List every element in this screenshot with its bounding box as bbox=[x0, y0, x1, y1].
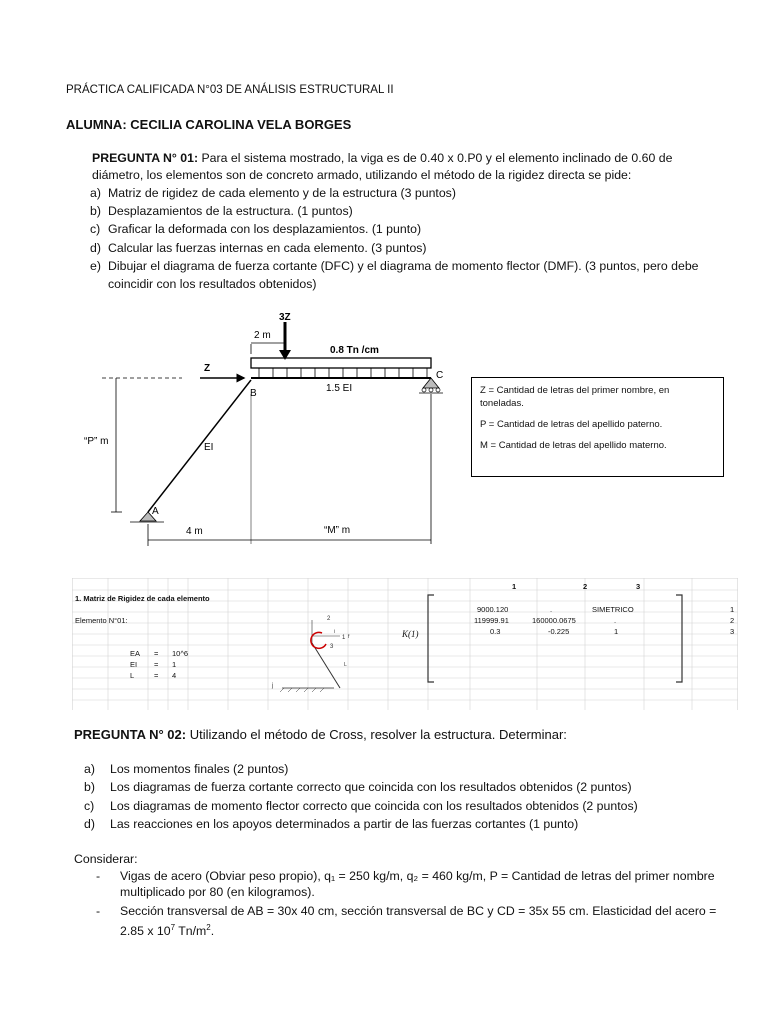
matrix-right-bracket bbox=[676, 595, 682, 682]
prop-name: L bbox=[130, 671, 135, 680]
list-text: Los momentos finales (2 puntos) bbox=[110, 762, 289, 776]
spreadsheet-excerpt bbox=[72, 578, 738, 710]
z-load-label: Z bbox=[204, 363, 211, 374]
list-letter: e) bbox=[90, 258, 101, 273]
matrix-cell: 1 bbox=[614, 627, 619, 636]
list-item bbox=[90, 184, 710, 202]
sheet-element: Elemento N°01: bbox=[75, 616, 128, 625]
prop-eq: = bbox=[154, 660, 159, 669]
legend-box bbox=[471, 377, 724, 477]
list-letter: c) bbox=[90, 222, 101, 237]
bullet: - bbox=[96, 904, 101, 919]
row-header: 3 bbox=[730, 627, 735, 636]
matrix-left-bracket bbox=[428, 595, 434, 682]
row-header: 1 bbox=[730, 605, 735, 614]
matrix-cell: 160000.0675 bbox=[532, 616, 576, 625]
sketch-node-j: j bbox=[272, 683, 274, 689]
sketch-node-i: i bbox=[334, 629, 336, 635]
sketch-node-3: 3 bbox=[330, 644, 334, 650]
list-letter: a) bbox=[90, 186, 101, 200]
list-item bbox=[76, 778, 736, 796]
dimension-2m: 2 m bbox=[254, 330, 271, 341]
node-a-label: A bbox=[152, 506, 159, 517]
matrix-cell: -0.225 bbox=[548, 627, 570, 636]
list-item bbox=[90, 257, 710, 293]
unit-exponent: 2 bbox=[206, 922, 211, 932]
question-1-intro-line2: diámetro, los elementos son de concreto armado, utilizando el método de la rigidez directa se pide: bbox=[92, 168, 632, 182]
element-sketch bbox=[271, 616, 350, 692]
question-1-intro-line1: Para el sistema mostrado, la viga es de 0.40 x 0.P0 y el elemento inclinado de 0.60 de bbox=[201, 151, 673, 165]
prop-eq: = bbox=[154, 649, 159, 658]
question-2-intro bbox=[74, 727, 567, 742]
consider-list bbox=[74, 868, 726, 939]
node-c-label: C bbox=[436, 370, 444, 381]
question-2-list bbox=[76, 760, 736, 833]
period: . bbox=[210, 923, 215, 938]
question-1-list bbox=[90, 184, 710, 293]
list-item bbox=[90, 202, 710, 220]
list-text: Matriz de rigidez de cada elemento y de la estructura (3 puntos) bbox=[108, 186, 456, 200]
list-item bbox=[90, 239, 710, 257]
sketch-length: L bbox=[344, 662, 347, 668]
question-1 bbox=[92, 150, 732, 184]
support-a-pin bbox=[130, 512, 164, 522]
consider-title: Considerar: bbox=[74, 852, 138, 866]
list-text: Desplazamientos de la estructura. (1 puntos) bbox=[108, 204, 353, 219]
legend-p: P = Cantidad de letras del apellido paterno. bbox=[480, 419, 663, 430]
list-letter: c) bbox=[84, 798, 95, 813]
question-1-intro bbox=[92, 150, 732, 184]
list-text: Las reacciones en los apoyos determinados a partir de las fuerzas cortantes (1 punto) bbox=[110, 816, 579, 831]
sketch-node-1: 1 bbox=[342, 635, 346, 641]
list-text: Dibujar el diagrama de fuerza cortante (DFC) y el diagrama de momento flector (DMF). (3 puntos, pero debe coincidir con los resultados obtenidos) bbox=[108, 258, 699, 292]
col-header: 1 bbox=[512, 582, 517, 591]
prop-value: 10^6 bbox=[172, 649, 189, 658]
student-name: ALUMNA: CECILIA CAROLINA VELA BORGES bbox=[66, 117, 352, 132]
matrix-cell: . bbox=[550, 605, 553, 614]
dimension-p-label: “P” m bbox=[84, 436, 109, 447]
list-item bbox=[76, 760, 736, 778]
list-item bbox=[74, 903, 726, 939]
list-letter: a) bbox=[84, 762, 95, 776]
prop-value: 1 bbox=[172, 660, 177, 669]
sheet-heading: 1. Matriz de Rigidez de cada elemento bbox=[75, 594, 210, 603]
node-b-label: B bbox=[250, 388, 257, 399]
distributed-load-label: 0.8 Tn /cm bbox=[330, 345, 379, 356]
list-text: Los diagramas de momento flector correcto que coincida con los resultados obtenidos (2 puntos) bbox=[110, 798, 638, 813]
unit: Tn/m bbox=[175, 923, 207, 938]
sketch-node-f: f bbox=[348, 634, 350, 640]
exponent: 7 bbox=[170, 922, 176, 932]
list-text: Vigas de acero (Obviar peso propio), q₁ = 250 kg/m, q₂ = 460 kg/m, P = Cantidad de letras del primer nombre multiplicado por 80 (en kilogramos). bbox=[120, 869, 715, 900]
row-header: 2 bbox=[730, 616, 735, 625]
col-header: 2 bbox=[583, 582, 588, 591]
legend-m: M = Cantidad de letras del apellido materno. bbox=[480, 440, 667, 451]
sketch-node-2: 2 bbox=[327, 616, 331, 622]
col-header: 3 bbox=[636, 582, 641, 591]
prop-name: EA bbox=[130, 649, 141, 658]
question-2-text: Utilizando el método de Cross, resolver la estructura. Determinar: bbox=[189, 727, 567, 742]
list-letter: d) bbox=[84, 816, 95, 831]
question-2-label: PREGUNTA N° 02: bbox=[74, 727, 187, 742]
list-text: Sección transversal de AB = 30x 40 cm, sección transversal de BC y CD = 35x 55 cm. Elasticidad del acero = 2.85 x 10 bbox=[120, 904, 717, 938]
matrix-cell: . bbox=[614, 616, 617, 625]
list-item bbox=[76, 815, 736, 833]
list-item bbox=[90, 220, 710, 238]
legend-z: Z = Cantidad de letras del primer nombre, en toneladas. bbox=[480, 385, 670, 409]
list-text: Calcular las fuerzas internas en cada elemento. (3 puntos) bbox=[108, 240, 427, 255]
matrix-cell: 0.3 bbox=[490, 627, 501, 636]
matrix-cell: SIMETRICO bbox=[592, 605, 634, 614]
dimension-m: “M” m bbox=[324, 525, 351, 536]
document-title: PRÁCTICA CALIFICADA N°03 DE ANÁLISIS ESTRUCTURAL II bbox=[66, 84, 394, 96]
list-text: Los diagramas de fuerza cortante correcto que coincida con los resultados obtenidos (2 puntos) bbox=[110, 780, 632, 795]
prop-value: 4 bbox=[172, 671, 177, 680]
question-1-label: PREGUNTA N° 01: bbox=[92, 151, 199, 165]
matrix-cell: 119999.91 bbox=[474, 616, 509, 625]
list-letter: d) bbox=[90, 240, 101, 255]
strut-ab bbox=[148, 380, 251, 512]
dimension-4m: 4 m bbox=[186, 526, 203, 537]
strut-label: EI bbox=[204, 442, 214, 453]
list-item bbox=[74, 868, 726, 900]
list-letter: b) bbox=[84, 780, 95, 795]
list-letter: b) bbox=[90, 204, 101, 219]
point-load-label: 3Z bbox=[279, 312, 291, 323]
list-text: Graficar la deformada con los desplazamientos. (1 punto) bbox=[108, 222, 422, 237]
prop-eq: = bbox=[154, 671, 159, 680]
bullet: - bbox=[96, 869, 101, 883]
matrix-cell: 9000.120 bbox=[477, 605, 509, 614]
stiffness-label: K(1) bbox=[402, 629, 419, 639]
list-item bbox=[76, 797, 736, 815]
prop-name: EI bbox=[130, 660, 138, 669]
beam-label: 1.5 EI bbox=[326, 383, 353, 394]
distributed-load bbox=[251, 358, 431, 377]
